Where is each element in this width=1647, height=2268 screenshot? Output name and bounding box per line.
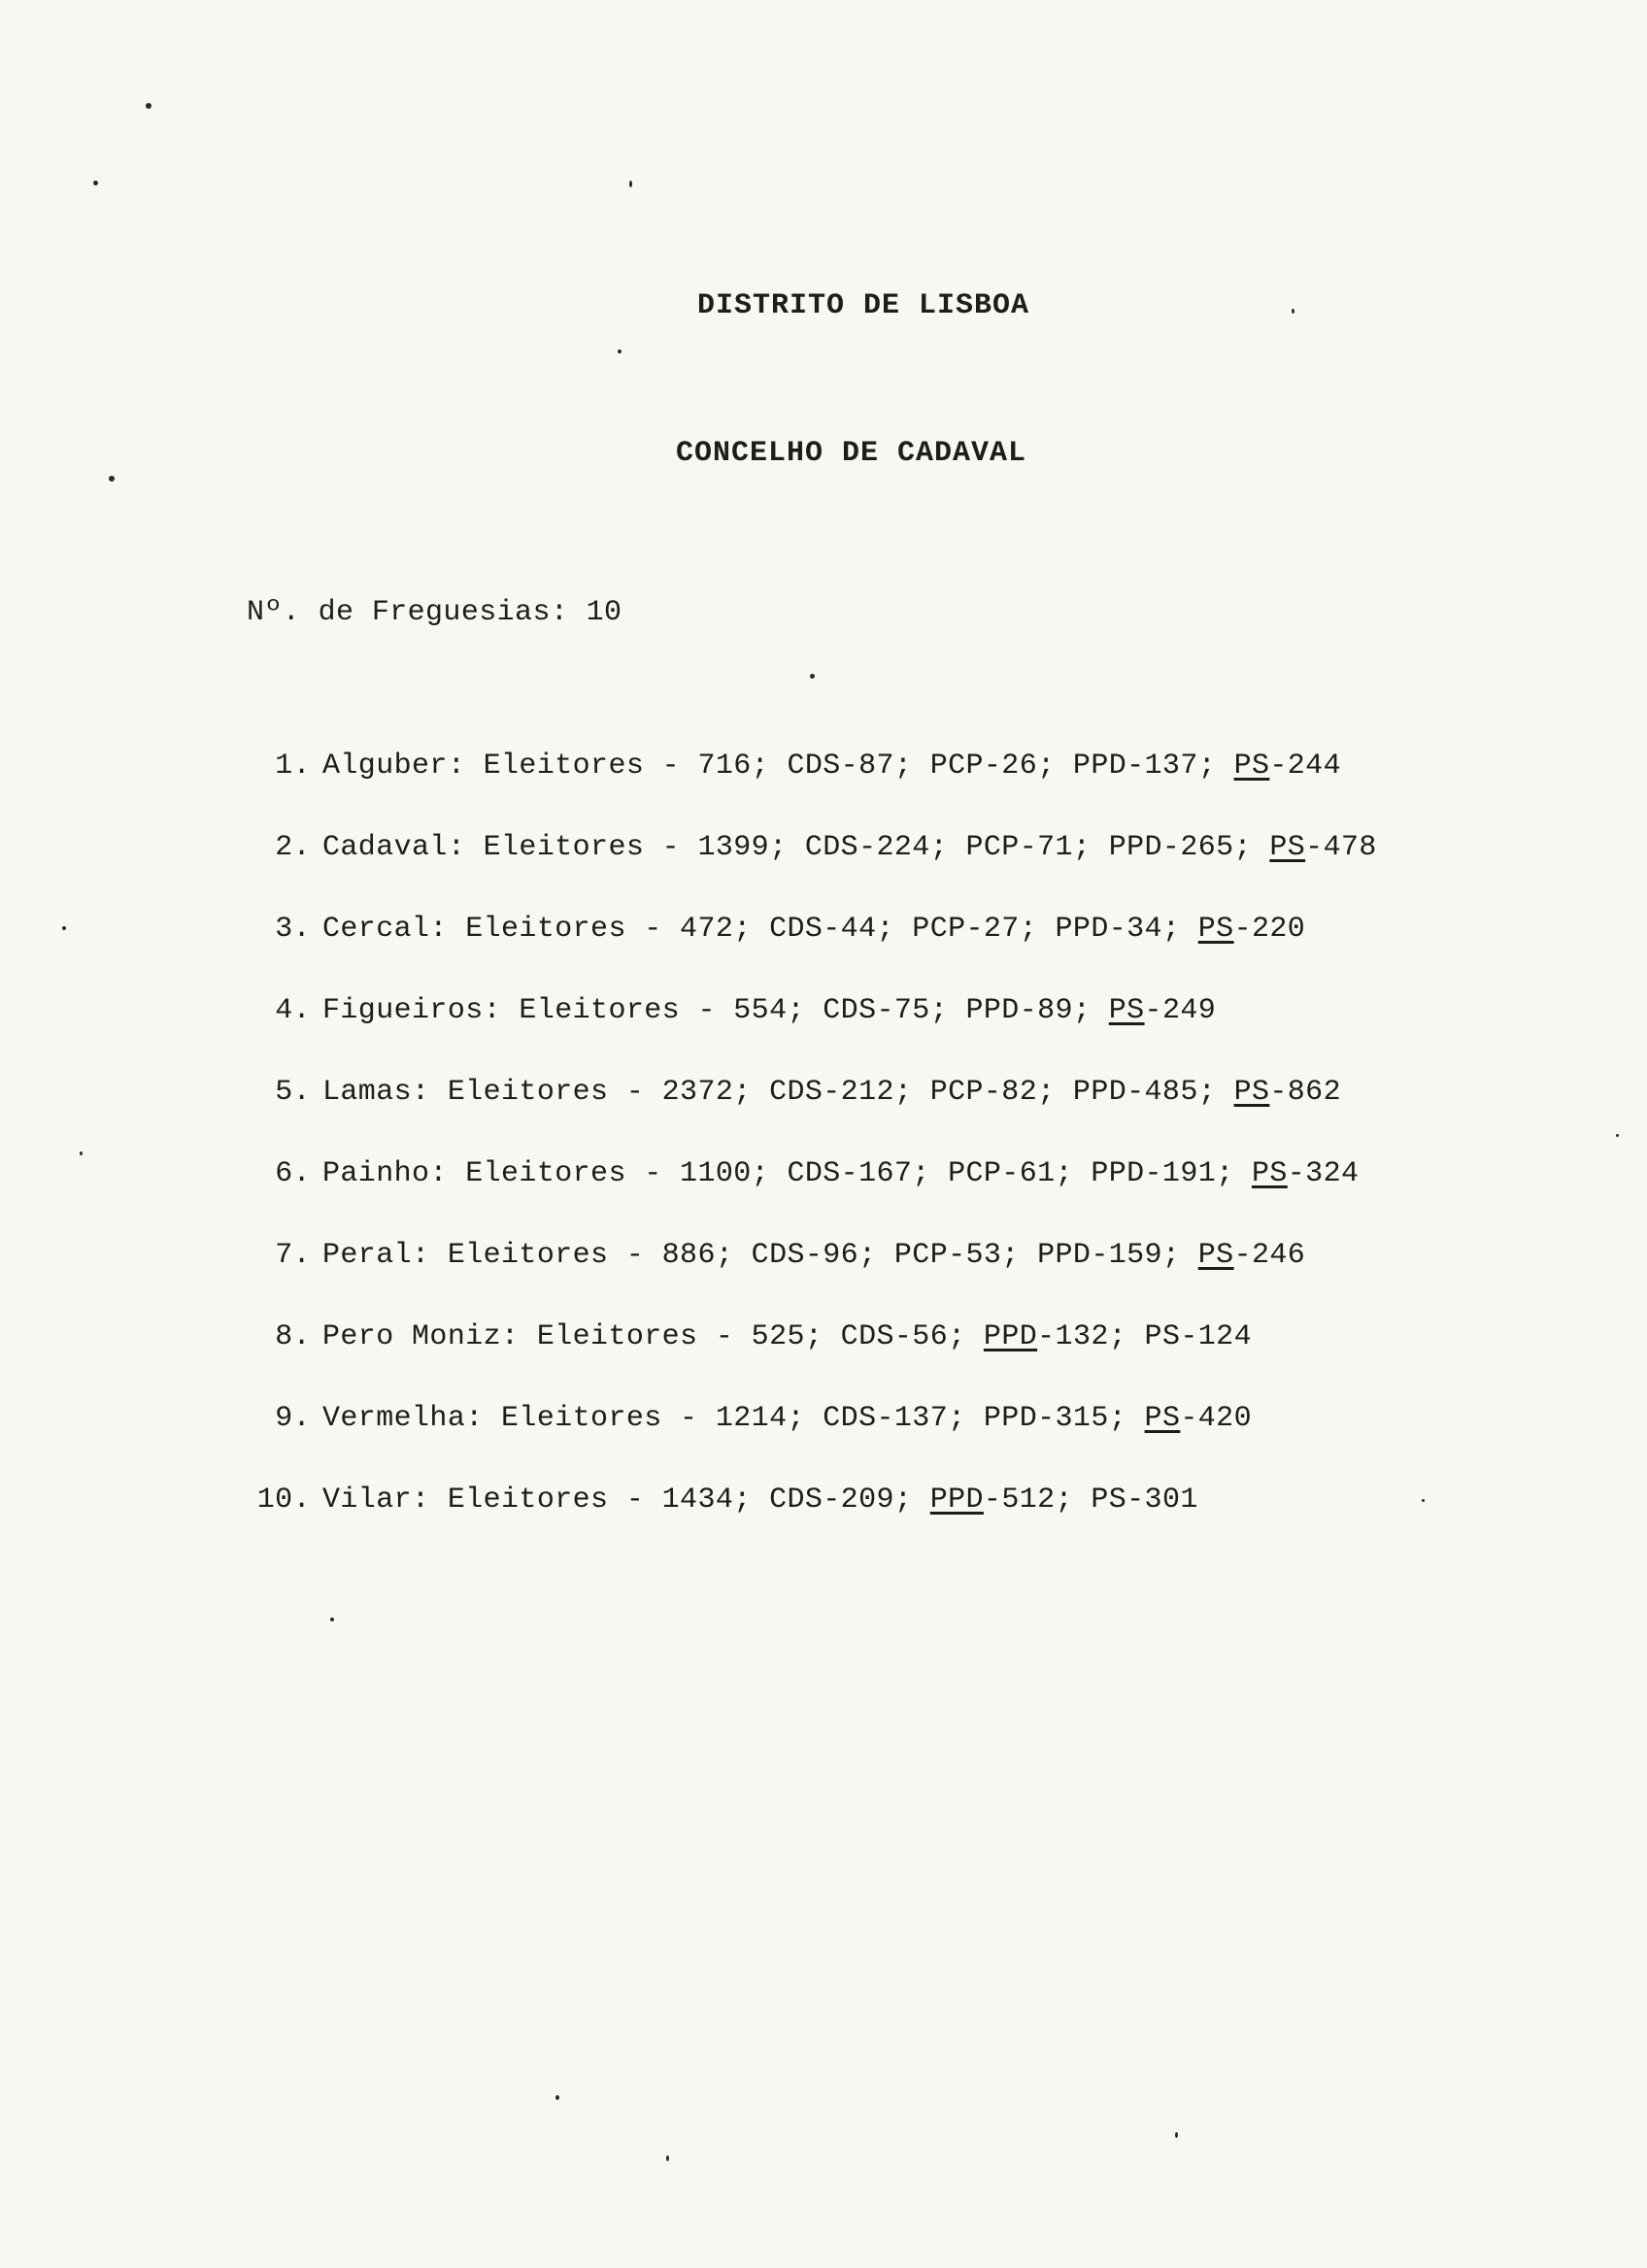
entry-number: 10. [256, 1484, 311, 1517]
entry-number: 7. [275, 1239, 311, 1272]
entry-number: 2. [275, 831, 311, 864]
entry-underlined-party: PPD [929, 1484, 984, 1517]
parish-entry [254, 996, 1216, 1025]
paper-speck [146, 103, 151, 109]
entry-number: 4. [275, 994, 311, 1027]
entry-underlined-party: PS [1144, 1402, 1181, 1435]
paper-speck [555, 2095, 559, 2100]
parish-entry [254, 1485, 1198, 1515]
parish-entry [254, 833, 1377, 862]
paper-speck [330, 1618, 334, 1621]
paper-speck [666, 2155, 669, 2161]
entry-text: Figueiros: Eleitores - 554; CDS-75; PPD-89; [322, 994, 1092, 1027]
entry-underlined-party: PS [1197, 913, 1234, 946]
entry-underlined-party: PS [1108, 994, 1145, 1027]
entry-text: Painho: Eleitores - 1100; CDS-167; PCP-61; PPD-191; [322, 1157, 1234, 1190]
entry-tail: -420 [1180, 1402, 1252, 1435]
parish-entry [254, 1159, 1359, 1188]
entry-tail: -862 [1269, 1076, 1341, 1109]
entry-text: Pero Moniz: Eleitores - 525; CDS-56; [322, 1320, 966, 1353]
district-title: DISTRITO DE LISBOA [697, 289, 1030, 322]
paper-speck [80, 1151, 83, 1155]
entry-underlined-party: PS [1251, 1157, 1288, 1190]
entry-underlined-party: PPD [983, 1320, 1038, 1353]
parish-entry [254, 915, 1305, 944]
paper-speck [109, 476, 115, 482]
county-title: CONCELHO DE CADAVAL [676, 437, 1027, 470]
paper-speck [1292, 309, 1294, 314]
entry-tail: -132; PS-124 [1037, 1320, 1252, 1353]
entry-text: Cadaval: Eleitores - 1399; CDS-224; PCP-71; PPD-265; [322, 831, 1252, 864]
entry-underlined-party: PS [1197, 1239, 1234, 1272]
entry-tail: -220 [1233, 913, 1306, 946]
entry-text: Vermelha: Eleitores - 1214; CDS-137; PPD-315; [322, 1402, 1127, 1435]
entry-tail: -512; PS-301 [983, 1484, 1198, 1517]
entry-tail: -478 [1305, 831, 1377, 864]
entry-number: 5. [275, 1076, 311, 1109]
parish-entry [254, 1404, 1252, 1433]
entry-number: 6. [275, 1157, 311, 1190]
paper-speck [810, 674, 815, 679]
entry-tail: -249 [1144, 994, 1217, 1027]
paper-speck [1616, 1134, 1619, 1137]
paper-speck [1175, 2132, 1178, 2138]
entry-text: Peral: Eleitores - 886; CDS-96; PCP-53; PPD-159; [322, 1239, 1181, 1272]
paper-speck [93, 181, 98, 185]
entry-number: 3. [275, 913, 311, 946]
paper-speck [62, 926, 66, 930]
parishes-summary: Nº. de Freguesias: 10 [247, 596, 622, 629]
entry-text: Vilar: Eleitores - 1434; CDS-209; [322, 1484, 913, 1517]
paper-speck [618, 350, 622, 353]
parish-entry [254, 1078, 1341, 1107]
parish-entry [254, 751, 1341, 781]
paper-speck [1422, 1499, 1425, 1502]
entry-text: Cercal: Eleitores - 472; CDS-44; PCP-27; PPD-34; [322, 913, 1181, 946]
entry-underlined-party: PS [1233, 750, 1270, 783]
entry-tail: -246 [1233, 1239, 1306, 1272]
parish-entry [254, 1322, 1252, 1351]
parish-entry [254, 1241, 1305, 1270]
entry-underlined-party: PS [1233, 1076, 1270, 1109]
entry-tail: -244 [1269, 750, 1341, 783]
entry-underlined-party: PS [1269, 831, 1306, 864]
entry-number: 9. [275, 1402, 311, 1435]
entry-number: 1. [275, 750, 311, 783]
entry-number: 8. [275, 1320, 311, 1353]
entry-text: Alguber: Eleitores - 716; CDS-87; PCP-26; PPD-137; [322, 750, 1217, 783]
entry-text: Lamas: Eleitores - 2372; CDS-212; PCP-82; PPD-485; [322, 1076, 1217, 1109]
paper-speck [629, 181, 632, 187]
entry-tail: -324 [1287, 1157, 1360, 1190]
